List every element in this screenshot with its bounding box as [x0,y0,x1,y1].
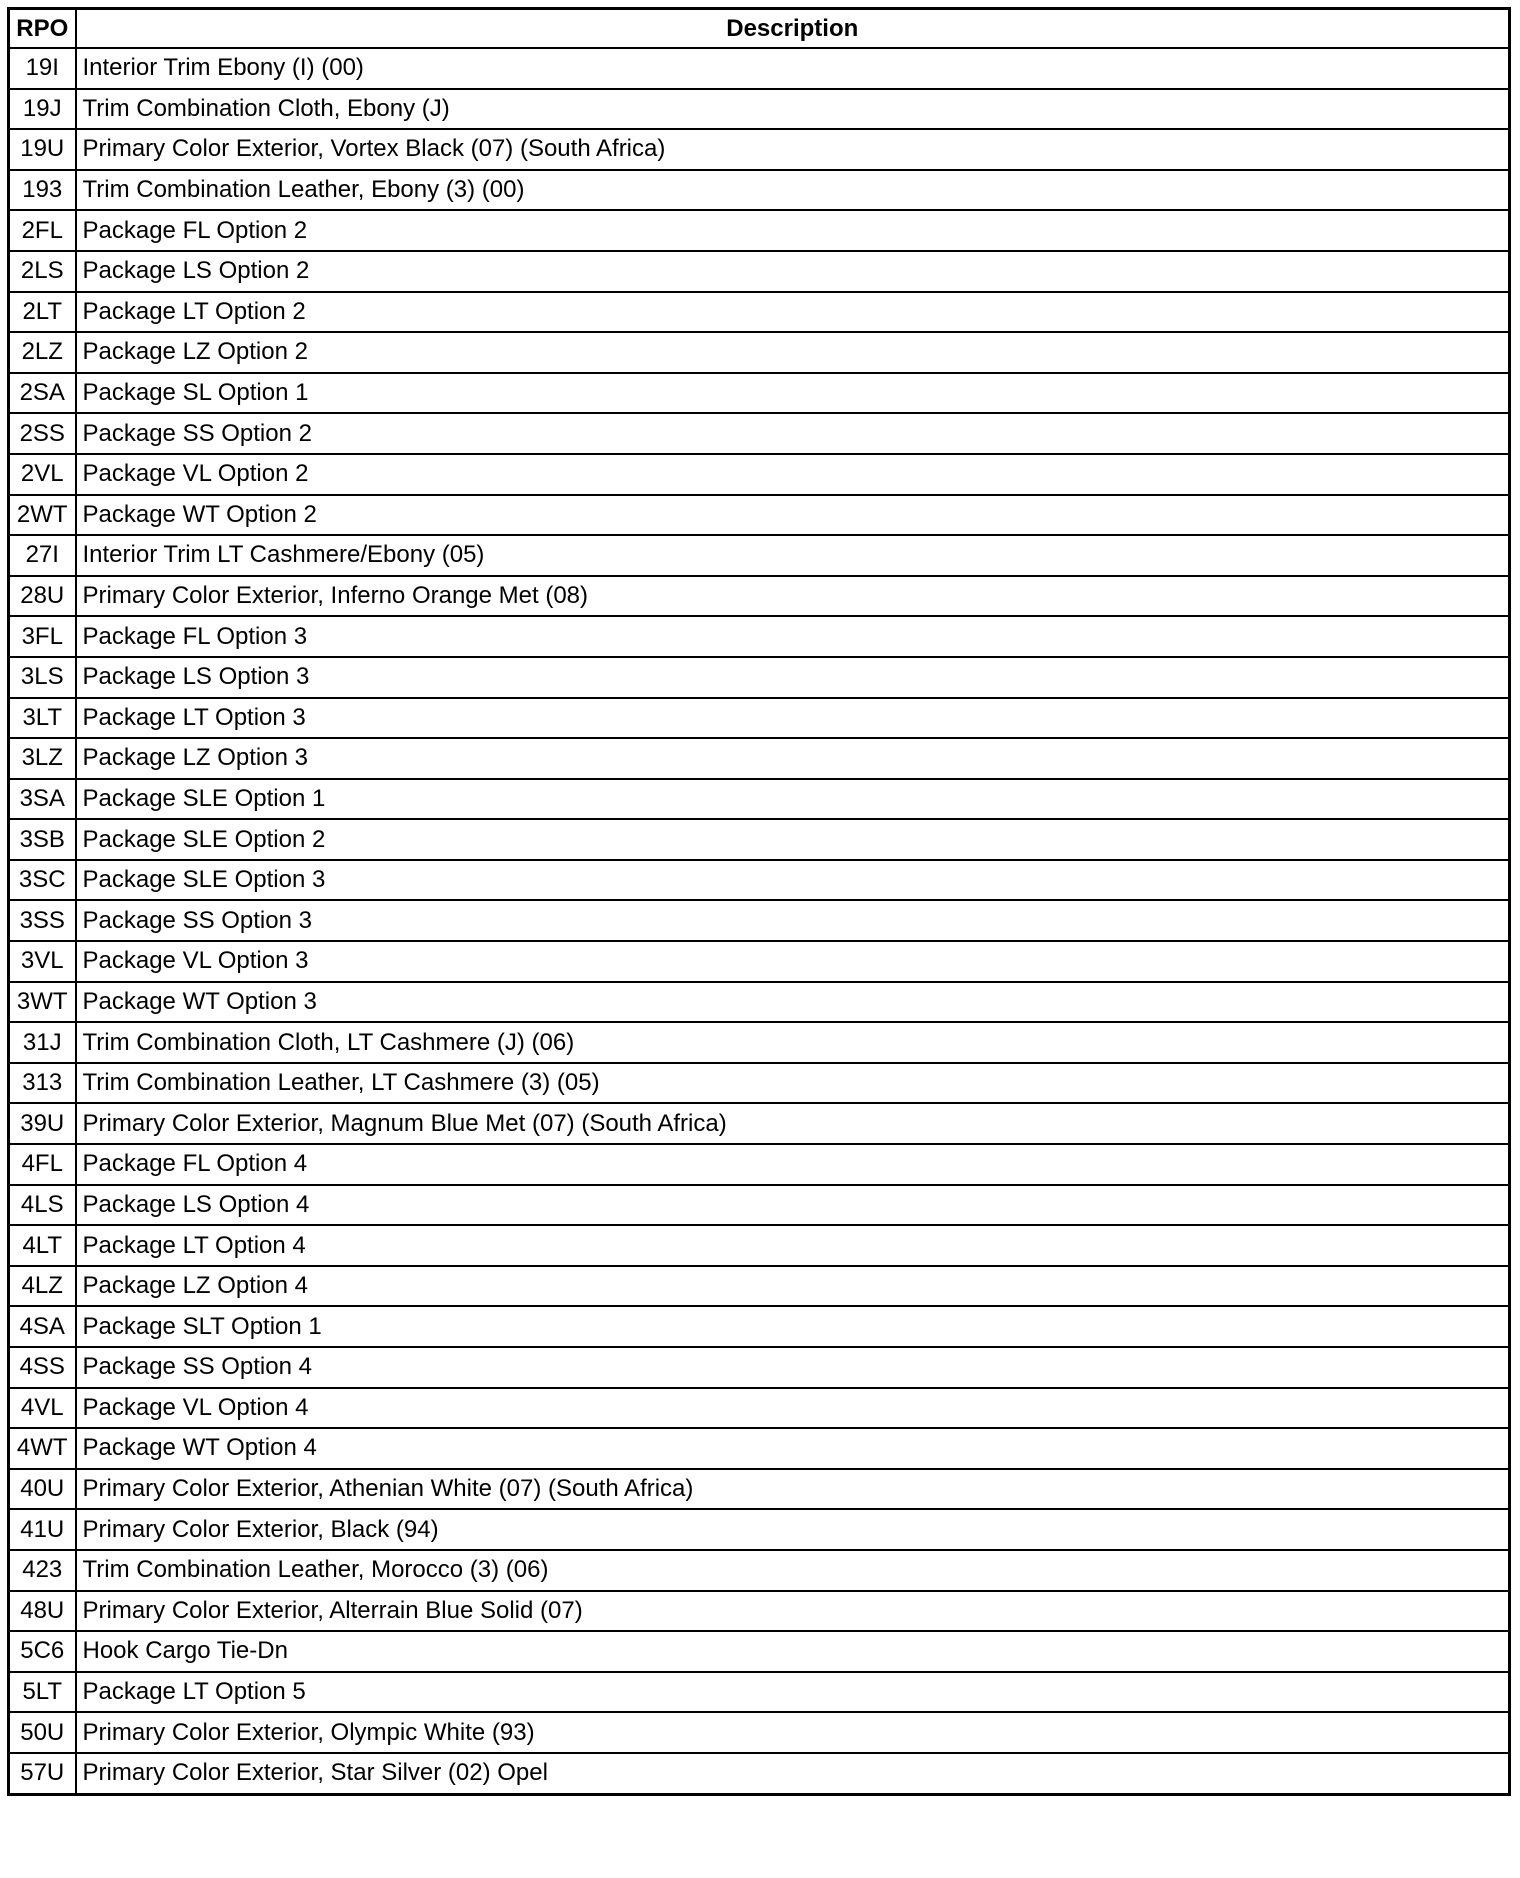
table-row [9,779,1510,820]
table-row [9,1306,1510,1347]
description-cell: Trim Combination Leather, Morocco (3) (06) [76,1550,1510,1591]
table-row [9,1266,1510,1307]
description-cell: Package WT Option 2 [76,495,1510,536]
table-row [9,1347,1510,1388]
rpo-code-cell: 5C6 [9,1631,76,1672]
description-cell: Package FL Option 3 [76,616,1510,657]
table-row [9,819,1510,860]
rpo-code-cell: 40U [9,1469,76,1510]
description-cell: Package SS Option 4 [76,1347,1510,1388]
table-row [9,1712,1510,1753]
description-cell: Package LT Option 3 [76,698,1510,739]
table-row [9,332,1510,373]
rpo-code-cell: 2FL [9,210,76,251]
table-row [9,251,1510,292]
table-row [9,1509,1510,1550]
table-row [9,1631,1510,1672]
table-row [9,1550,1510,1591]
description-cell: Interior Trim Ebony (I) (00) [76,48,1510,89]
rpo-code-cell: 48U [9,1591,76,1632]
table-row [9,1225,1510,1266]
table-row [9,576,1510,617]
rpo-column-header: RPO [9,9,76,49]
description-cell: Package LT Option 2 [76,292,1510,333]
table-row [9,1144,1510,1185]
description-cell: Trim Combination Leather, LT Cashmere (3) (05) [76,1063,1510,1104]
table-row [9,129,1510,170]
description-cell: Primary Color Exterior, Star Silver (02) Opel [76,1753,1510,1794]
rpo-code-cell: 3LS [9,657,76,698]
description-cell: Package LZ Option 4 [76,1266,1510,1307]
rpo-code-cell: 3SC [9,860,76,901]
rpo-code-cell: 4FL [9,1144,76,1185]
table-row [9,170,1510,211]
rpo-code-cell: 57U [9,1753,76,1794]
table-row [9,292,1510,333]
table-row [9,738,1510,779]
rpo-code-cell: 4SA [9,1306,76,1347]
table-row [9,1591,1510,1632]
rpo-code-cell: 2SS [9,413,76,454]
rpo-code-cell: 2VL [9,454,76,495]
table-row [9,860,1510,901]
description-cell: Trim Combination Cloth, Ebony (J) [76,89,1510,130]
description-cell: Package LS Option 3 [76,657,1510,698]
rpo-code-cell: 4SS [9,1347,76,1388]
description-column-header: Description [76,9,1510,49]
table-row [9,698,1510,739]
description-cell: Trim Combination Leather, Ebony (3) (00) [76,170,1510,211]
rpo-code-cell: 2WT [9,495,76,536]
description-cell: Package LS Option 4 [76,1185,1510,1226]
rpo-code-cell: 3LT [9,698,76,739]
rpo-code-cell: 31J [9,1022,76,1063]
description-cell: Primary Color Exterior, Alterrain Blue Solid (07) [76,1591,1510,1632]
rpo-code-cell: 193 [9,170,76,211]
rpo-code-cell: 2SA [9,373,76,414]
description-cell: Package LS Option 2 [76,251,1510,292]
rpo-code-cell: 3SS [9,900,76,941]
table-row [9,89,1510,130]
rpo-code-cell: 5LT [9,1672,76,1713]
description-cell: Package LT Option 4 [76,1225,1510,1266]
rpo-code-cell: 3LZ [9,738,76,779]
rpo-code-cell: 3VL [9,941,76,982]
description-cell: Package LT Option 5 [76,1672,1510,1713]
table-row [9,900,1510,941]
rpo-code-table [7,7,1511,1796]
description-cell: Package VL Option 4 [76,1388,1510,1429]
rpo-code-cell: 4LT [9,1225,76,1266]
table-row [9,1672,1510,1713]
table-row [9,413,1510,454]
rpo-code-cell: 4LS [9,1185,76,1226]
description-cell: Package SLE Option 3 [76,860,1510,901]
description-cell: Primary Color Exterior, Vortex Black (07) (South Africa) [76,129,1510,170]
description-cell: Package SLE Option 1 [76,779,1510,820]
rpo-code-cell: 19U [9,129,76,170]
table-row [9,1185,1510,1226]
description-cell: Hook Cargo Tie-Dn [76,1631,1510,1672]
description-cell: Primary Color Exterior, Magnum Blue Met (07) (South Africa) [76,1103,1510,1144]
table-row [9,48,1510,89]
description-cell: Primary Color Exterior, Athenian White (07) (South Africa) [76,1469,1510,1510]
table-row [9,941,1510,982]
table-row [9,495,1510,536]
rpo-code-cell: 50U [9,1712,76,1753]
description-cell: Package VL Option 2 [76,454,1510,495]
rpo-code-cell: 2LS [9,251,76,292]
description-cell: Package WT Option 3 [76,982,1510,1023]
table-body [9,48,1510,1794]
table-row [9,535,1510,576]
description-cell: Package FL Option 4 [76,1144,1510,1185]
table-header-row [9,9,1510,49]
description-cell: Package SL Option 1 [76,373,1510,414]
rpo-code-cell: 3WT [9,982,76,1023]
description-cell: Package SLT Option 1 [76,1306,1510,1347]
description-cell: Interior Trim LT Cashmere/Ebony (05) [76,535,1510,576]
rpo-code-cell: 313 [9,1063,76,1104]
table-row [9,1103,1510,1144]
description-cell: Package LZ Option 3 [76,738,1510,779]
rpo-code-cell: 19I [9,48,76,89]
rpo-code-cell: 4WT [9,1428,76,1469]
table-row [9,616,1510,657]
table-row [9,373,1510,414]
description-cell: Trim Combination Cloth, LT Cashmere (J) (06) [76,1022,1510,1063]
rpo-code-cell: 4LZ [9,1266,76,1307]
rpo-code-cell: 4VL [9,1388,76,1429]
description-cell: Package LZ Option 2 [76,332,1510,373]
description-cell: Package SLE Option 2 [76,819,1510,860]
rpo-code-cell: 2LT [9,292,76,333]
description-cell: Package SS Option 2 [76,413,1510,454]
table-row [9,1469,1510,1510]
description-cell: Package FL Option 2 [76,210,1510,251]
table-row [9,1022,1510,1063]
rpo-code-cell: 3FL [9,616,76,657]
rpo-code-cell: 27I [9,535,76,576]
table-row [9,1388,1510,1429]
table-row [9,657,1510,698]
rpo-code-cell: 423 [9,1550,76,1591]
table-row [9,1753,1510,1794]
description-cell: Primary Color Exterior, Inferno Orange Met (08) [76,576,1510,617]
table-row [9,454,1510,495]
rpo-code-cell: 19J [9,89,76,130]
description-cell: Primary Color Exterior, Olympic White (93) [76,1712,1510,1753]
description-cell: Package SS Option 3 [76,900,1510,941]
rpo-code-cell: 41U [9,1509,76,1550]
description-cell: Package VL Option 3 [76,941,1510,982]
rpo-code-cell: 3SA [9,779,76,820]
table-row [9,210,1510,251]
rpo-code-cell: 2LZ [9,332,76,373]
description-cell: Primary Color Exterior, Black (94) [76,1509,1510,1550]
rpo-code-cell: 28U [9,576,76,617]
rpo-code-cell: 39U [9,1103,76,1144]
table-row [9,982,1510,1023]
rpo-code-cell: 3SB [9,819,76,860]
table-row [9,1428,1510,1469]
table-row [9,1063,1510,1104]
description-cell: Package WT Option 4 [76,1428,1510,1469]
